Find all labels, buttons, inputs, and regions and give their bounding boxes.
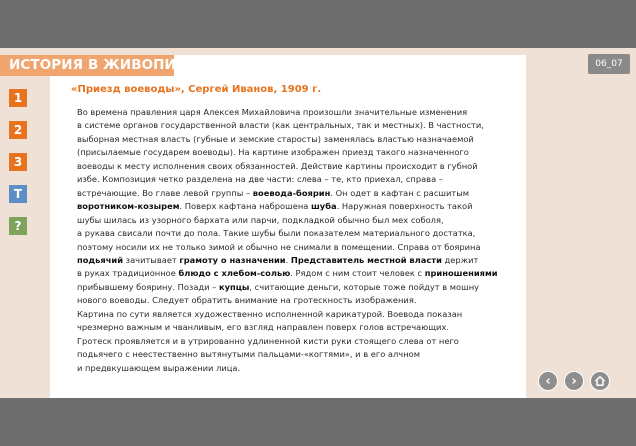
- text-segment: прибывшему боярину. Позади –: [77, 281, 219, 292]
- text-line: [77, 335, 459, 347]
- text-segment: . Поверх кафтана наброшена: [179, 201, 311, 212]
- number-1-icon: 1: [13, 91, 23, 105]
- number-2-icon: 2: [13, 123, 23, 137]
- text-line: [77, 241, 481, 253]
- text-segment: . Рядом с ним стоит человек с: [290, 268, 425, 279]
- text-segment: , считающие деньги, которые тоже пойдут в мошну: [249, 281, 480, 292]
- text-line: [77, 173, 443, 185]
- highlighted-term: подьячий: [77, 254, 124, 265]
- text-line: [77, 294, 416, 306]
- chevron-left-icon: ‹: [545, 373, 551, 389]
- painting-title: «Приезд воеводы», Сергей Иванов, 1909 г.: [71, 84, 322, 95]
- slide-code-badge: 06_07: [588, 54, 630, 74]
- text-segment: держит: [441, 254, 479, 265]
- text-line: [77, 321, 449, 333]
- text-line: [77, 106, 467, 118]
- question-icon: ?: [14, 219, 22, 233]
- text-segment: Картина по сути является художественно исполненной карикатурой. Воевода показан: [77, 308, 463, 319]
- sidebar-item-1[interactable]: [9, 89, 27, 107]
- text-segment: чрезмерно важным и чванливым, его взгляд направлен поверх голов встречающих.: [77, 322, 449, 333]
- text-segment: избе. Композиция четко разделена на две части: слева – те, кто приехал, справа –: [77, 174, 443, 185]
- text-line: [77, 281, 479, 293]
- prev-button[interactable]: [538, 371, 558, 391]
- text-segment: поэтому носили их не только зимой и обычно не снимали в помещении. Справа от боярина: [77, 241, 481, 252]
- text-segment: в системе органов государственной власти (как центральных, так и местных). В частности,: [77, 120, 484, 131]
- home-button[interactable]: [590, 371, 610, 391]
- highlighted-term: блюдо с хлебом-солью: [178, 268, 291, 279]
- number-3-icon: 3: [13, 155, 23, 169]
- sidebar-item-text[interactable]: [9, 185, 27, 203]
- text-line: [77, 214, 444, 226]
- text-segment: зачитывает: [123, 254, 180, 265]
- highlighted-term: шуба: [310, 201, 337, 212]
- highlighted-term: купцы: [218, 281, 250, 292]
- top-bar: [0, 0, 636, 48]
- text-segment: выборная местная власть (губные и земские старосты) заменялась властью назначаемой: [77, 133, 474, 144]
- text-segment: . Он одет в кафтан с расшитым: [330, 187, 470, 198]
- text-line: [77, 160, 478, 172]
- text-segment: воеводы к месту исполнения своих обязанностей. Действие картины происходит в губной: [77, 160, 478, 171]
- text-segment: в руках традиционное: [77, 268, 179, 279]
- text-segment: . Наружная поверхность такой: [336, 201, 473, 212]
- text-line: [77, 187, 469, 199]
- text-line: [77, 227, 475, 239]
- highlighted-term: воротником-козырем: [77, 201, 180, 212]
- text-line: [77, 200, 473, 212]
- text-segment: Гротеск проявляется и в утрированно удлиненной кисти руки стоящего слева от него: [77, 335, 459, 346]
- text-line: [77, 119, 484, 131]
- sidebar-item-quiz[interactable]: [9, 217, 27, 235]
- sidebar-item-3[interactable]: [9, 153, 27, 171]
- text-line: [77, 267, 498, 279]
- text-line: [77, 254, 478, 266]
- text-line: [77, 146, 469, 158]
- text-segment: подьячего с неестественно вытянутыми пальцами-«когтями», и в его алчном: [77, 349, 420, 360]
- highlighted-term: Представитель местной власти: [290, 254, 442, 265]
- text-segment: Во времена правления царя Алексея Михайловича произошли значительные изменения: [77, 107, 468, 117]
- text-line: [77, 308, 462, 320]
- text-segment: и предвкушающем выражении лица.: [77, 362, 241, 373]
- text-segment: а рукава свисали почти до пола. Такие шубы были показателем материального достатка,: [77, 228, 476, 239]
- highlighted-term: воевода-боярин: [252, 187, 331, 198]
- text-segment: нового воеводы. Следует обратить внимание на гротескность изображения.: [77, 295, 417, 306]
- next-button[interactable]: [564, 371, 584, 391]
- highlighted-term: приношениями: [424, 268, 498, 279]
- chevron-right-icon: ›: [571, 373, 577, 389]
- section-title-tab: [0, 55, 198, 76]
- text-segment: встречающие. Во главе левой группы –: [77, 187, 253, 198]
- highlighted-term: грамоту о назначении: [179, 254, 286, 265]
- home-icon: [594, 375, 606, 387]
- text-segment: шубы шилась из узорного бархата или парчи, подкладкой обычно был мех соболя,: [77, 214, 444, 225]
- section-title: ИСТОРИЯ В ЖИВОПИСИ: [9, 57, 198, 73]
- text-line: [77, 133, 474, 145]
- text-segment: .: [285, 254, 291, 265]
- text-icon: Т: [13, 187, 23, 201]
- sidebar-item-2[interactable]: [9, 121, 27, 139]
- text-line: [77, 348, 420, 360]
- text-segment: (присылаемые государем воеводы). На картине изображен приезд такого назначенного: [77, 147, 469, 158]
- text-line: [77, 362, 240, 374]
- bottom-bar: [0, 398, 636, 446]
